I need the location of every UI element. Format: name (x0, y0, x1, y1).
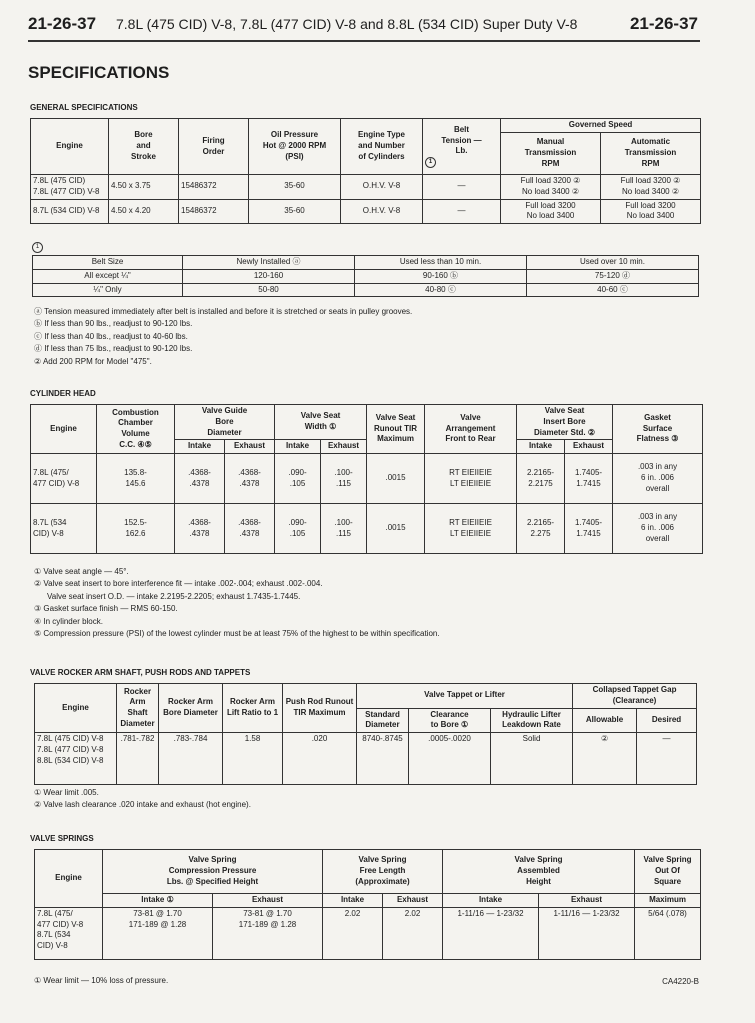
table-row: 8.7L (534 CID) V-8 152.5- 162.6 .4368- .4378 .4368- .4378 .090- .105 .100- .115 .0015 RT EIEIIEIE LT EIEIIEIE 2.2165- 2.275 1.7405- 1.7415 .003 in any 6 in. .006 overall (31, 504, 703, 554)
belt-notes: ⓐ Tension measured immediately after belt is installed and before it is stretched or seats in pulley grooves. ⓑ If less than 90 lbs., readjust to 90-120 lbs. ⓒ If less than 40 lbs., readjust to 40-60 lbs. ⓓ If less than 75 lbs., readjust to 90-120 lbs. ② Add 200 RPM for Model "475". (34, 307, 413, 366)
figure-code: CA4220-B (662, 977, 699, 986)
general-spec-table (30, 118, 701, 224)
col-bore: Bore and Stroke (109, 119, 179, 175)
valve-springs-table: Engine Valve Spring Compression Pressure Lbs. @ Specified Height Valve Spring Free Length (Approximate) Valve Spring Assembled Height Valve Spring Out Of Square Intake ① Exhaust Intake Exhaust Intake Exhaust Maximum 7.8L (475/ 477 CID) V-8 8.7L (534 CID) V-8 73-81 @ 1.70 171-189 @ 1.28 73-81 @ 1.70 171-189 @ 1.28 2.02 2.02 1-11/16 — 1-23/32 1-11/16 — 1-23/32 5/64 (.078) (34, 849, 701, 960)
col-engine-type: Engine Type and Number of Cylinders (341, 119, 423, 175)
col-engine: Engine (31, 119, 109, 175)
springs-heading: VALVE SPRINGS (30, 834, 94, 843)
cylinder-head-table: Engine Combustion Chamber Volume C.C. ④⑤ Valve Guide Bore Diameter Valve Seat Width ① Valve Seat Runout TIR Maximum Valve Arrangement Front to Rear Valve Seat Insert Bore Diameter Std. ② Gasket Surface Flatness ③ Intake Exhaust Intake Exhaust Intake Exhaust 7.8L (475/ 477 CID) V-8 135.8- 145.6 .4368- .4378 .4368- .4378 .090- .105 .100- .115 .0015 RT EIEIIEIE LT EIEIIEIE 2.2165- 2.2175 1.7405- 1.7415 .003 in any 6 in. .006 overall 8.7L (534 CID) V-8 152.5- 162.6 .4368- .4378 .4368- .4378 .090- .105 .100- .115 .0015 RT EIEIIEIE LT EIEIIEIE 2.2165- 2.275 1.7405- 1.7415 .003 in any 6 in. .006 overall (30, 404, 703, 554)
cylinder-head-notes: ① Valve seat angle — 45°. ② Valve seat insert to bore interference fit — intake .002-.004; exhaust .002-.004. Valve seat insert O.D. — intake 2.2195-2.2205; exhaust 1.7435-1.7445. ③ Gasket surface finish — RMS 60-150. ④ In cylinder block. ⑤ Compression pressure (PSI) of the lowest cylinder must be at least 75% of the highest to be within specification. (34, 567, 440, 638)
note-marker: 1 (32, 242, 43, 253)
col-belt-tension: Belt Tension — Lb. 1 (423, 119, 501, 175)
belt-tension-table: Belt Size Newly Installed ⓐ Used less than 10 min. Used over 10 min. All except ¼" 120-160 90-160 ⓑ 75-120 ⓓ ¼" Only 50-80 40-80 ⓒ 40-60 ⓒ (32, 255, 699, 297)
col-manual: Manual Transmission RPM (501, 133, 601, 175)
header-rule (28, 40, 700, 42)
header-title: 7.8L (475 CID) V-8, 7.8L (477 CID) V-8 and 8.8L (534 CID) Super Duty V-8 (116, 16, 578, 32)
table-row: 7.8L (475 CID) V-8 7.8L (477 CID) V-8 8.8L (534 CID) V-8 .781-.782 .783-.784 1.58 .020 8740-.8745 .0005-.0020 Solid ② — (35, 733, 697, 785)
col-governed-speed: Governed Speed (501, 119, 701, 133)
col-firing-order: Firing Order (179, 119, 249, 175)
col-oil-pressure: Oil Pressure Hot @ 2000 RPM (PSI) (249, 119, 341, 175)
rocker-arm-table: Engine Rocker Arm Shaft Diameter Rocker Arm Bore Diameter Rocker Arm Lift Ratio to 1 Push Rod Runout TIR Maximum Valve Tappet or Lifter Collapsed Tappet Gap (Clearance) Standard Diameter Clearance to Bore ① Hydraulic Lifter Leakdown Rate Allowable Desired 7.8L (475 CID) V-8 7.8L (477 CID) V-8 8.8L (534 CID) V-8 .781-.782 .783-.784 1.58 .020 8740-.8745 .0005-.0020 Solid ② — (34, 683, 697, 785)
page-header (28, 14, 698, 40)
table-row: 8.7L (534 CID) V-8 4.50 x 4.20 15486372 35-60 O.H.V. V-8 — Full load 3200 No load 3400 Full load 3200 No load 3400 (31, 199, 701, 224)
table-row: All except ¼" 120-160 90-160 ⓑ 75-120 ⓓ (33, 269, 699, 283)
col-automatic: Automatic Transmission RPM (601, 133, 701, 175)
note-marker: 1 (425, 157, 436, 168)
general-heading: GENERAL SPECIFICATIONS (30, 103, 138, 112)
table-row: 7.8L (475/ 477 CID) V-8 135.8- 145.6 .4368- .4378 .4368- .4378 .090- .105 .100- .115 .0015 RT EIEIIEIE LT EIEIIEIE 2.2165- 2.2175 1.7405- 1.7415 .003 in any 6 in. .006 overall (31, 454, 703, 504)
page-number-right: 21-26-37 (629, 14, 698, 33)
rocker-notes: ① Wear limit .005. ② Valve lash clearance .020 intake and exhaust (hot engine). (34, 788, 251, 810)
table-row: ¼" Only 50-80 40-80 ⓒ 40-60 ⓒ (33, 283, 699, 297)
table-row: 7.8L (475/ 477 CID) V-8 8.7L (534 CID) V-8 73-81 @ 1.70 171-189 @ 1.28 73-81 @ 1.70 171-189 @ 1.28 2.02 2.02 1-11/16 — 1-23/32 1-11/16 — 1-23/32 5/64 (.078) (35, 907, 701, 959)
cylinder-head-heading: CYLINDER HEAD (30, 389, 96, 398)
page-number-left: 21-26-37 (28, 14, 97, 33)
rocker-heading: VALVE ROCKER ARM SHAFT, PUSH RODS AND TAPPETS (30, 668, 251, 677)
spring-notes: ① Wear limit — 10% loss of pressure. (34, 976, 169, 985)
section-title: SPECIFICATIONS (28, 63, 170, 82)
table-row: 7.8L (475 CID) 7.8L (477 CID) V-8 4.50 x 3.75 15486372 35-60 O.H.V. V-8 — Full load 3200 ② No load 3400 ② Full load 3200 ② No load 3400 ② (31, 175, 701, 200)
